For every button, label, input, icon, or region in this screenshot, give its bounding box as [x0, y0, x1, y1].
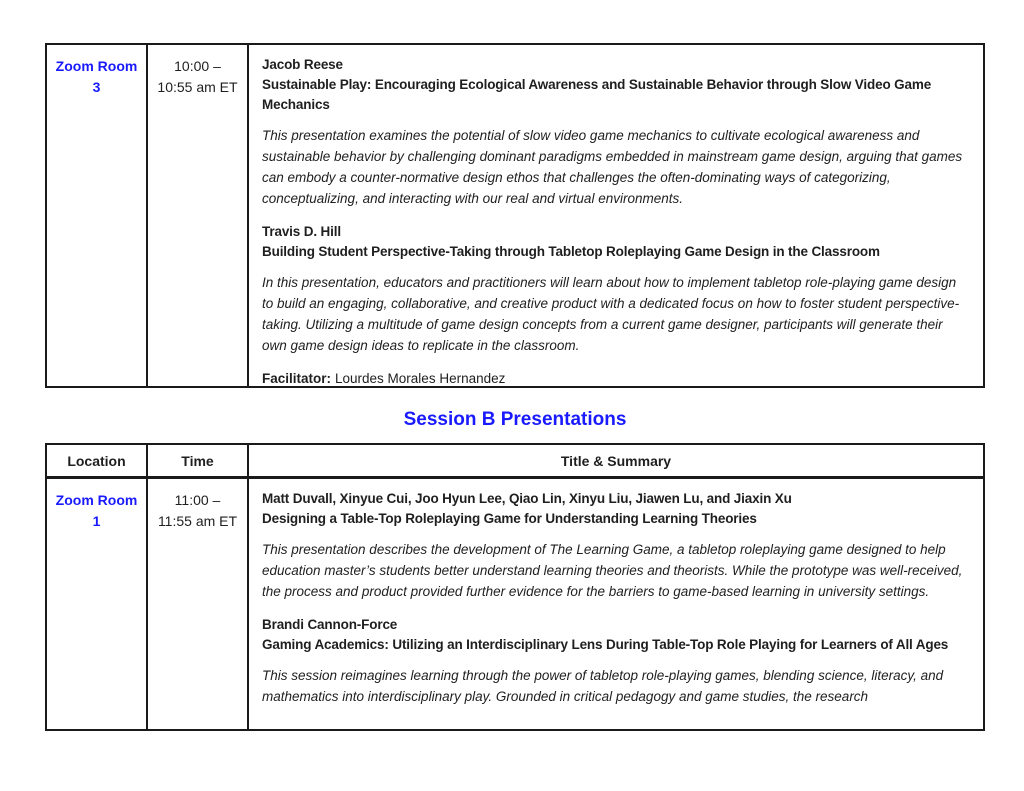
facilitator-label: Facilitator: — [262, 371, 332, 386]
speaker-name: Jacob Reese — [262, 57, 343, 72]
title-summary-cell — [249, 479, 983, 729]
facilitator-line — [262, 369, 971, 386]
location-line1: Zoom Room — [55, 58, 138, 74]
table-header-row — [47, 445, 983, 479]
presentation-summary: In this presentation, educators and practitioners will learn about how to implement tabletop role-playing game design to build an engaging, collaborative, and creative product with a dedicated focus on how to foster student perspective-taking. Utilizing a multitude of game design concepts from a current game designer, participants will generate their own game design ideas to replicate in the classroom. — [262, 275, 960, 353]
time-line1: 11:00 – — [174, 492, 221, 508]
session-a-table — [45, 43, 985, 388]
header-time: Time — [148, 445, 249, 476]
location-cell — [47, 479, 148, 729]
section-heading: Session B Presentations — [403, 409, 627, 430]
facilitator-name: Lourdes Morales Hernandez — [335, 371, 506, 386]
presentation-title: Gaming Academics: Utilizing an Interdisciplinary Lens During Table-Top Role Playing for Learners of All Ages — [262, 637, 949, 652]
speaker-name: Brandi Cannon-Force — [262, 617, 398, 632]
time-line2: 10:55 am ET — [157, 79, 238, 95]
table-row — [47, 45, 983, 386]
time-cell — [148, 45, 249, 386]
speaker-name: Matt Duvall, Xinyue Cui, Joo Hyun Lee, Qiao Lin, Xinyu Liu, Jiawen Lu, and Jiaxin Xu — [262, 491, 792, 506]
table-row — [47, 479, 983, 729]
location-cell — [47, 45, 148, 386]
header-title-summary: Title & Summary — [560, 452, 672, 469]
presentation-title: Designing a Table-Top Roleplaying Game for Understanding Learning Theories — [262, 511, 757, 526]
location-line1: Zoom Room — [55, 492, 138, 508]
location-line2: 1 — [92, 513, 101, 529]
session-b-table — [45, 443, 985, 731]
presentation-summary: This presentation examines the potential of slow video game mechanics to cultivate ecological awareness and sustainable behavior by challenging dominant paradigms embedded in mainstream game design, arguing that games can embody a counter-normative design ethos that challenges the often-dominating ways of categorizing, conceptualizing, and interacting with our real and virtual environments. — [262, 128, 963, 206]
location-line2: 3 — [92, 79, 101, 95]
time-line1: 10:00 – — [174, 58, 221, 74]
time-cell — [148, 479, 249, 729]
speaker-name: Travis D. Hill — [262, 224, 341, 239]
title-summary-cell — [249, 45, 983, 386]
header-location: Location — [47, 445, 148, 476]
presentation-title: Sustainable Play: Encouraging Ecological Awareness and Sustainable Behavior through Slow Video Game Mechanics — [262, 77, 932, 112]
presentation-title: Building Student Perspective-Taking through Tabletop Roleplaying Game Design in the Classroom — [262, 244, 880, 259]
zoom-room-link[interactable] — [47, 490, 146, 532]
time-line2: 11:55 am ET — [157, 513, 238, 529]
presentation-summary: This session reimagines learning through the power of tabletop role-playing games, blending science, literacy, and mathematics into interdisciplinary play. Grounded in critical pedagogy and game studies, the research — [262, 668, 944, 704]
zoom-room-link[interactable] — [47, 56, 146, 98]
presentation-summary: This presentation describes the development of The Learning Game, a tabletop roleplaying game designed to help education master’s students better understand learning theories and theorists. While the prototype was well-received, the process and product provided further evidence for the barriers to game-based learning in university settings. — [262, 542, 963, 599]
